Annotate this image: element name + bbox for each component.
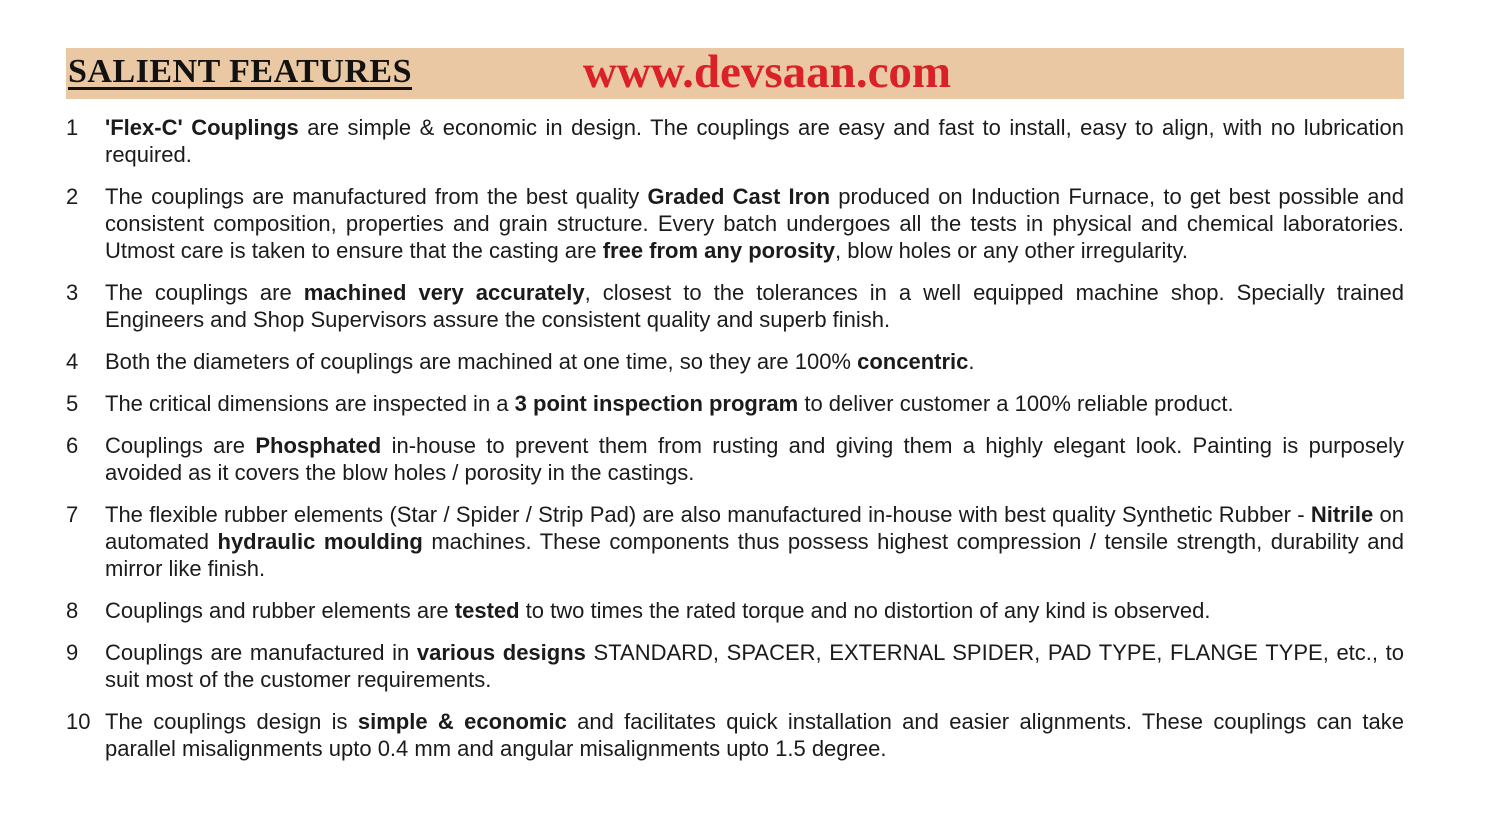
header-band (66, 48, 1404, 99)
feature-number: 3 (66, 280, 79, 305)
feature-text: The couplings are machined very accurately, closest to the tolerances in a well equipped machine shop. Specially trained Engineers and Shop Supervisors assure the consistent quality and superb finish. (105, 280, 1404, 332)
feature-number: 2 (66, 184, 79, 209)
feature-text: Both the diameters of couplings are machined at one time, so they are 100% concentric. (105, 349, 975, 374)
feature-item (66, 114, 1404, 168)
feature-number: 9 (66, 640, 79, 665)
feature-text: Couplings are Phosphated in-house to prevent them from rusting and giving them a highly elegant look. Painting is purposely avoided as it covers the blow holes / porosity in the castings. (105, 433, 1404, 485)
page-title: SALIENT FEATURES (68, 52, 413, 90)
feature-number: 5 (66, 391, 79, 416)
feature-item (66, 348, 1404, 375)
feature-number: 4 (66, 349, 79, 374)
feature-text: The couplings are manufactured from the best quality Graded Cast Iron produced on Induction Furnace, to get best possible and consistent composition, properties and grain structure. Every batch undergoes all the tests in physical and chemical laboratories. Utmost care is taken to ensure that the casting are free from any porosity, blow holes or any other irregularity. (105, 184, 1405, 263)
feature-item (66, 432, 1404, 486)
feature-text: 'Flex-C' Couplings are simple & economic in design. The couplings are easy and fast to install, easy to align, with no lubrication required. (105, 115, 1404, 167)
feature-item (66, 390, 1404, 417)
feature-number: 1 (66, 115, 79, 140)
feature-text: Couplings and rubber elements are tested to two times the rated torque and no distortion of any kind is observed. (105, 598, 1211, 623)
feature-item (66, 183, 1404, 264)
feature-text: The critical dimensions are inspected in a 3 point inspection program to deliver customer a 100% reliable product. (105, 391, 1234, 416)
feature-text: Couplings are manufactured in various designs STANDARD, SPACER, EXTERNAL SPIDER, PAD TYPE, FLANGE TYPE, etc., to suit most of the customer requirements. (105, 640, 1405, 692)
feature-item (66, 597, 1404, 624)
feature-item (66, 708, 1404, 762)
watermark-url: www.devsaan.com (582, 46, 952, 98)
feature-number: 6 (66, 433, 79, 458)
feature-item (66, 501, 1404, 582)
feature-list (66, 114, 1404, 762)
feature-item (66, 279, 1404, 333)
feature-number: 7 (66, 502, 79, 527)
feature-text: The flexible rubber elements (Star / Spider / Strip Pad) are also manufactured in-house with best quality Synthetic Rubber - Nitrile on automated hydraulic moulding machines. These components thus possess highest compression / tensile strength, durability and mirror like finish. (105, 502, 1404, 581)
feature-text: The couplings design is simple & economic and facilitates quick installation and easier alignments. These couplings can take parallel misalignments upto 0.4 mm and angular misalignments upto 1.5 degree. (105, 709, 1405, 761)
feature-number: 10 (66, 709, 91, 734)
feature-number: 8 (66, 598, 79, 623)
feature-item (66, 639, 1404, 693)
